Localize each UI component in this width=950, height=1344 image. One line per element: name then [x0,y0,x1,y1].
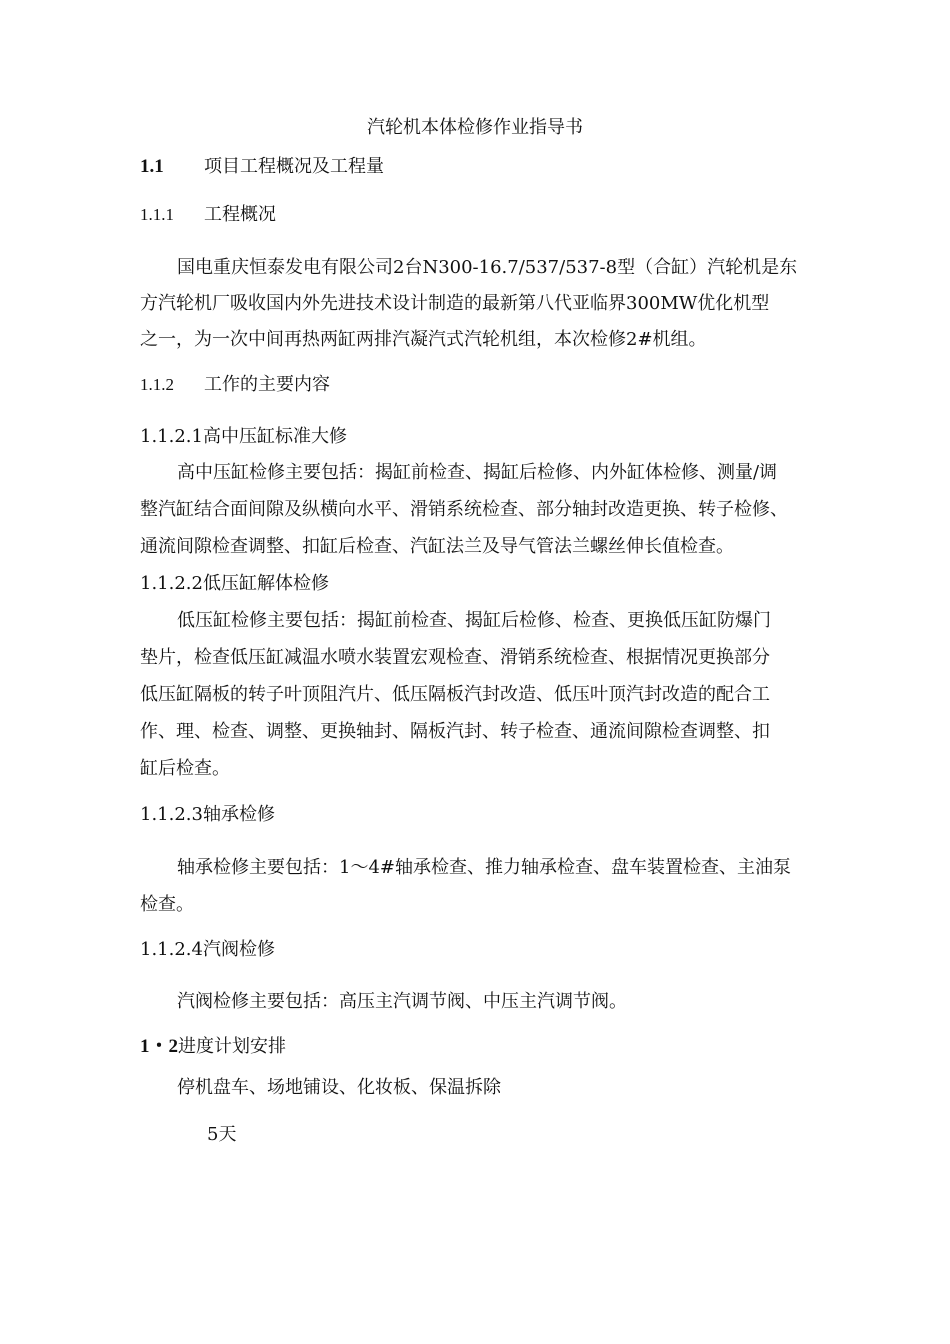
schedule-item-1: 停机盘车、场地铺设、化妆板、保温拆除 [177,1077,501,1098]
heading-1-2-text: 进度计划安排 [178,1036,287,1057]
paragraph-hp-ip-line-2: 整汽缸结合面间隙及纵横向水平、滑销系统检查、部分轴封改造更换、转子检修、 [140,499,788,520]
heading-1-1-2-3: 1.1.2.3轴承检修 [140,804,275,825]
heading-1-2-number: 1・2 [140,1036,179,1057]
paragraph-hp-ip-line-3: 通流间隙检查调整、扣缸后检查、汽缸法兰及导气管法兰螺丝伸长值检查。 [140,536,734,557]
document-title: 汽轮机本体检修作业指导书 [367,117,583,138]
heading-1-1-1 [140,203,276,227]
paragraph-valve: 汽阀检修主要包括：高压主汽调节阀、中压主汽调节阀。 [177,991,627,1012]
heading-1-1-2-text: 工作的主要内容 [204,374,330,395]
paragraph-overview-line-2: 方汽轮机厂吸收国内外先进技术设计制造的最新第八代亚临界300MW优化机型 [140,293,770,314]
heading-1-1-2-2: 1.1.2.2低压缸解体检修 [140,573,329,594]
heading-1-1-text: 项目工程概况及工程量 [204,156,384,177]
heading-1-1-2-4: 1.1.2.4汽阀检修 [140,939,275,960]
paragraph-lp-line-1: 低压缸检修主要包括：揭缸前检查、揭缸后检修、检查、更换低压缸防爆门 [177,610,771,631]
paragraph-bearing-line-2: 检查。 [140,894,194,915]
heading-1-1-2 [140,373,330,397]
heading-1-1-1-number: 1.1.1 [140,205,174,224]
paragraph-hp-ip-line-1: 高中压缸检修主要包括：揭缸前检查、揭缸后检修、内外缸体检修、测量/调 [177,462,778,483]
heading-1-1-1-text: 工程概况 [204,204,276,225]
paragraph-overview-line-3: 之一，为一次中间再热两缸两排汽凝汽式汽轮机组，本次检修2#机组。 [140,329,707,350]
paragraph-lp-line-4: 作、理、检查、调整、更换轴封、隔板汽封、转子检查、通流间隙检查调整、扣 [140,721,770,742]
paragraph-lp-line-3: 低压缸隔板的转子叶顶阻汽片、低压隔板汽封改造、低压叶顶汽封改造的配合工 [140,684,770,705]
paragraph-lp-line-5: 缸后检查。 [140,758,230,779]
paragraph-lp-line-2: 垫片，检查低压缸减温水喷水装置宏观检查、滑销系统检查、根据情况更换部分 [140,647,770,668]
heading-1-1-2-1: 1.1.2.1高中压缸标准大修 [140,426,347,447]
heading-1-2 [140,1035,286,1059]
heading-1-1-number: 1.1 [140,156,164,177]
heading-1-1 [140,155,384,179]
heading-1-1-2-number: 1.1.2 [140,375,174,394]
paragraph-overview-line-1: 国电重庆恒泰发电有限公司2台N300-16.7/537/537-8型（合缸）汽轮机是东 [177,257,798,278]
paragraph-bearing-line-1: 轴承检修主要包括：1〜4#轴承检查、推力轴承检查、盘车装置检查、主油泵 [177,857,791,878]
schedule-duration-1: 5天 [207,1124,237,1145]
